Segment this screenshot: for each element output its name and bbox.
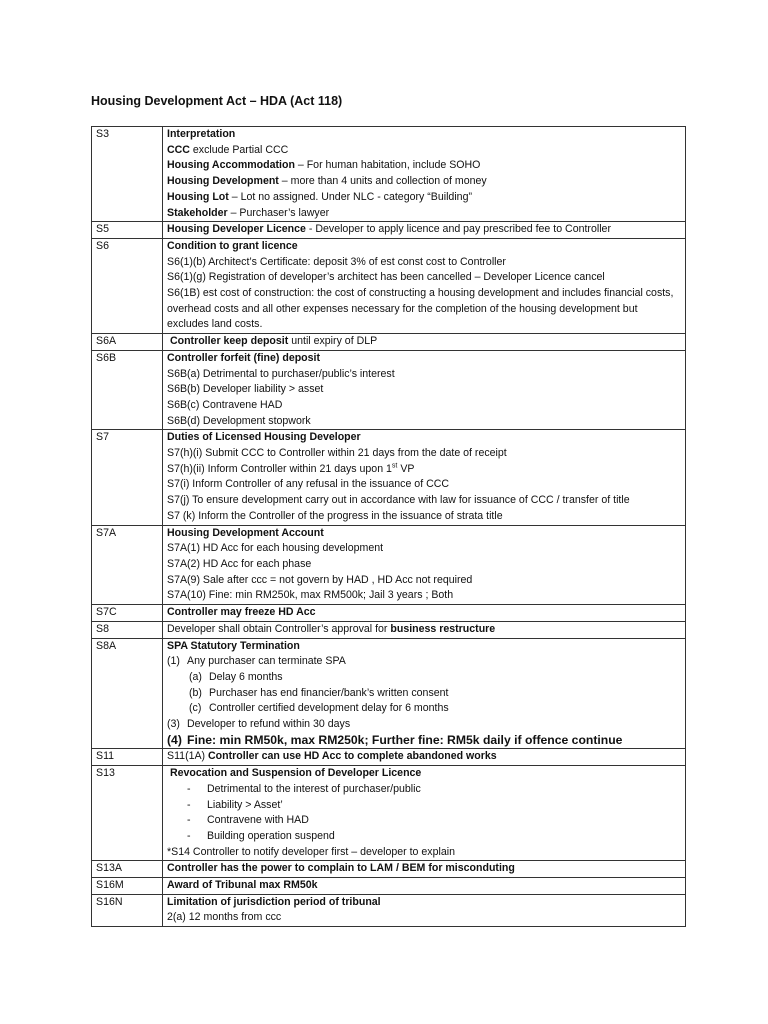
row-line: S6(1)(b) Architect’s Certificate: deposit 3% of est const cost to Controller (167, 255, 506, 268)
row-line: S7A(1) HD Acc for each housing development (167, 542, 384, 555)
row-text (167, 222, 681, 238)
table-row (92, 878, 686, 895)
content-cell (163, 638, 686, 749)
item-text: Controller certified development delay for 6 months (209, 702, 449, 715)
term: Stakeholder (167, 206, 228, 219)
sub-item (167, 670, 681, 686)
table-row (92, 334, 686, 351)
term: Housing Development (167, 175, 279, 188)
document-title: Housing Development Act – HDA (Act 118) (91, 94, 343, 108)
section-cell: S11 (92, 749, 163, 766)
content-cell (163, 894, 686, 926)
row-detail: S11(1A) (167, 750, 209, 763)
row-heading: Award of Tribunal max RM50k (167, 879, 318, 892)
definition-line (167, 190, 681, 206)
dash-bullet: - (187, 829, 191, 842)
dash-bullet: - (187, 782, 191, 795)
row-line-text: VP (397, 462, 415, 475)
section-cell: S3 (92, 127, 163, 222)
row-heading: Controller has the power to complain to LAM / BEM for misconduting (167, 862, 515, 875)
row-heading: Duties of Licensed Housing Developer (167, 431, 361, 444)
row-emphasis: Controller can use HD Acc to complete abandoned works (208, 750, 497, 763)
table-row (92, 350, 686, 430)
row-emphasis: business restructure (390, 622, 496, 635)
definition: – more than 4 units and collection of money (278, 175, 487, 188)
row-line: S6B(b) Developer liability > asset (167, 383, 324, 396)
content-cell (163, 430, 686, 525)
content-cell (163, 861, 686, 878)
table-row (92, 621, 686, 638)
dash-bullet: - (187, 814, 191, 827)
row-heading: Controller forfeit (fine) deposit (167, 351, 321, 364)
row-line-text: S7(h)(ii) Inform Controller within 21 days upon 1 (167, 462, 392, 475)
item-text: Contravene with HAD (207, 814, 309, 827)
section-cell: S13 (92, 766, 163, 861)
section-cell: S8 (92, 621, 163, 638)
table-row (92, 127, 686, 222)
definition-line (167, 206, 681, 222)
row-heading: SPA Statutory Termination (167, 639, 300, 652)
content-cell (163, 605, 686, 622)
item-letter: (c) (189, 702, 202, 715)
section-cell: S16M (92, 878, 163, 895)
table-row (92, 861, 686, 878)
row-line: S7(h)(i) Submit CCC to Controller within 21 days from the date of receipt (167, 447, 507, 460)
row-heading: Limitation of jurisdiction period of tribunal (167, 895, 381, 908)
hda-table (91, 126, 686, 927)
superscript: st (391, 462, 398, 470)
row-line: S7A(10) Fine: min RM250k, max RM500k; Jail 3 years ; Both (167, 589, 454, 602)
row-line: S6B(c) Contravene HAD (167, 398, 283, 411)
table-row (92, 238, 686, 333)
content-cell (163, 766, 686, 861)
table-row (92, 638, 686, 749)
row-line: S6B(a) Detrimental to purchaser/public’s interest (167, 367, 395, 380)
item-number: (1) (167, 655, 180, 668)
item-text: Delay 6 months (209, 670, 283, 683)
row-detail: Developer shall obtain Controller’s approval for (167, 622, 391, 635)
definition-line (167, 143, 681, 159)
row-line: S7(j) To ensure development carry out in accordance with law for issuance of CCC / transfer of title (167, 494, 630, 507)
table-row (92, 222, 686, 239)
row-text (167, 749, 681, 765)
section-cell: S7A (92, 525, 163, 605)
numbered-item (167, 733, 681, 749)
definition: exclude Partial CCC (189, 143, 289, 156)
term: CCC (167, 143, 190, 156)
row-heading: Controller keep deposit (169, 335, 289, 348)
content-cell (163, 350, 686, 430)
table-row (92, 430, 686, 525)
section-cell: S7 (92, 430, 163, 525)
dash-list (167, 782, 681, 845)
section-cell: S6A (92, 334, 163, 351)
list-item (167, 782, 681, 798)
definition-line (167, 158, 681, 174)
section-cell: S7C (92, 605, 163, 622)
row-detail: - Developer to apply licence and pay prescribed fee to Controller (305, 223, 611, 236)
item-number: (3) (167, 718, 180, 731)
content-cell (163, 878, 686, 895)
item-text: Building operation suspend (207, 829, 335, 842)
row-heading: Interpretation (167, 128, 236, 140)
item-text: Detrimental to the interest of purchaser/public (207, 782, 421, 795)
row-line: S7(i) Inform Controller of any refusal in the issuance of CCC (167, 478, 450, 491)
item-text: Liability > Asset’ (207, 798, 283, 811)
row-line: S7 (k) Inform the Controller of the progress in the issuance of strata title (167, 509, 503, 522)
list-item (167, 813, 681, 829)
content-cell (163, 334, 686, 351)
row-note: *S14 Controller to notify developer first – developer to explain (167, 845, 455, 858)
list-item (167, 829, 681, 845)
row-line: S7A(9) Sale after ccc = not govern by HAD , HD Acc not required (167, 573, 473, 586)
item-text: Developer to refund within 30 days (187, 718, 351, 731)
row-paragraph: S6(1B) est cost of construction: the cost of constructing a housing development and includes financial costs, overhead costs and all other expenses necessary for the completion of the housing development but excludes land costs. (167, 287, 674, 331)
content-cell (163, 621, 686, 638)
item-text: Purchaser has end financier/bank’s written consent (209, 686, 449, 699)
row-detail: until expiry of DLP (288, 335, 378, 348)
numbered-item (167, 717, 681, 733)
table-row (92, 525, 686, 605)
term: Housing Accommodation (167, 159, 295, 172)
row-heading-text: Revocation and Suspension of Developer Licence (169, 767, 422, 780)
definition-line (167, 174, 681, 190)
row-heading: Condition to grant licence (167, 239, 298, 252)
row-heading: Controller may freeze HD Acc (167, 606, 316, 619)
content-cell (163, 222, 686, 239)
row-line: S7A(2) HD Acc for each phase (167, 557, 312, 570)
section-cell: S6 (92, 238, 163, 333)
table-row (92, 605, 686, 622)
section-cell: S8A (92, 638, 163, 749)
section-cell: S13A (92, 861, 163, 878)
section-cell: S6B (92, 350, 163, 430)
list-item (167, 798, 681, 814)
definition: – For human habitation, include SOHO (294, 159, 481, 172)
term: Housing Lot (167, 190, 229, 203)
table-row (92, 894, 686, 926)
definition: – Purchaser’s lawyer (227, 206, 330, 219)
row-line (167, 462, 681, 478)
content-cell (163, 525, 686, 605)
definition: – Lot no assigned. Under NLC - category “Building” (228, 190, 472, 203)
content-cell (163, 238, 686, 333)
row-heading: Housing Development Account (167, 526, 324, 539)
row-heading (167, 766, 681, 782)
row-line: S6B(d) Development stopwork (167, 414, 311, 427)
numbered-item (167, 654, 681, 670)
content-cell (163, 127, 686, 222)
table-row (92, 766, 686, 861)
item-letter: (a) (189, 670, 202, 683)
section-cell: S5 (92, 222, 163, 239)
table-row (92, 749, 686, 766)
section-cell: S16N (92, 894, 163, 926)
item-text: Any purchaser can terminate SPA (187, 655, 346, 668)
item-text: Fine: min RM50k, max RM250k; Further fine: RM5k daily if offence continue (187, 732, 623, 747)
row-text (167, 334, 681, 350)
dash-bullet: - (187, 798, 191, 811)
item-number: (4) (167, 732, 182, 747)
sub-item (167, 686, 681, 702)
row-line: S6(1)(g) Registration of developer’s architect has been cancelled – Developer Licence cancel (167, 271, 605, 284)
row-heading: Housing Developer Licence (167, 223, 306, 236)
content-cell (163, 749, 686, 766)
sub-item (167, 701, 681, 717)
row-line: 2(a) 12 months from ccc (167, 911, 282, 924)
row-text (167, 622, 681, 638)
item-letter: (b) (189, 686, 202, 699)
